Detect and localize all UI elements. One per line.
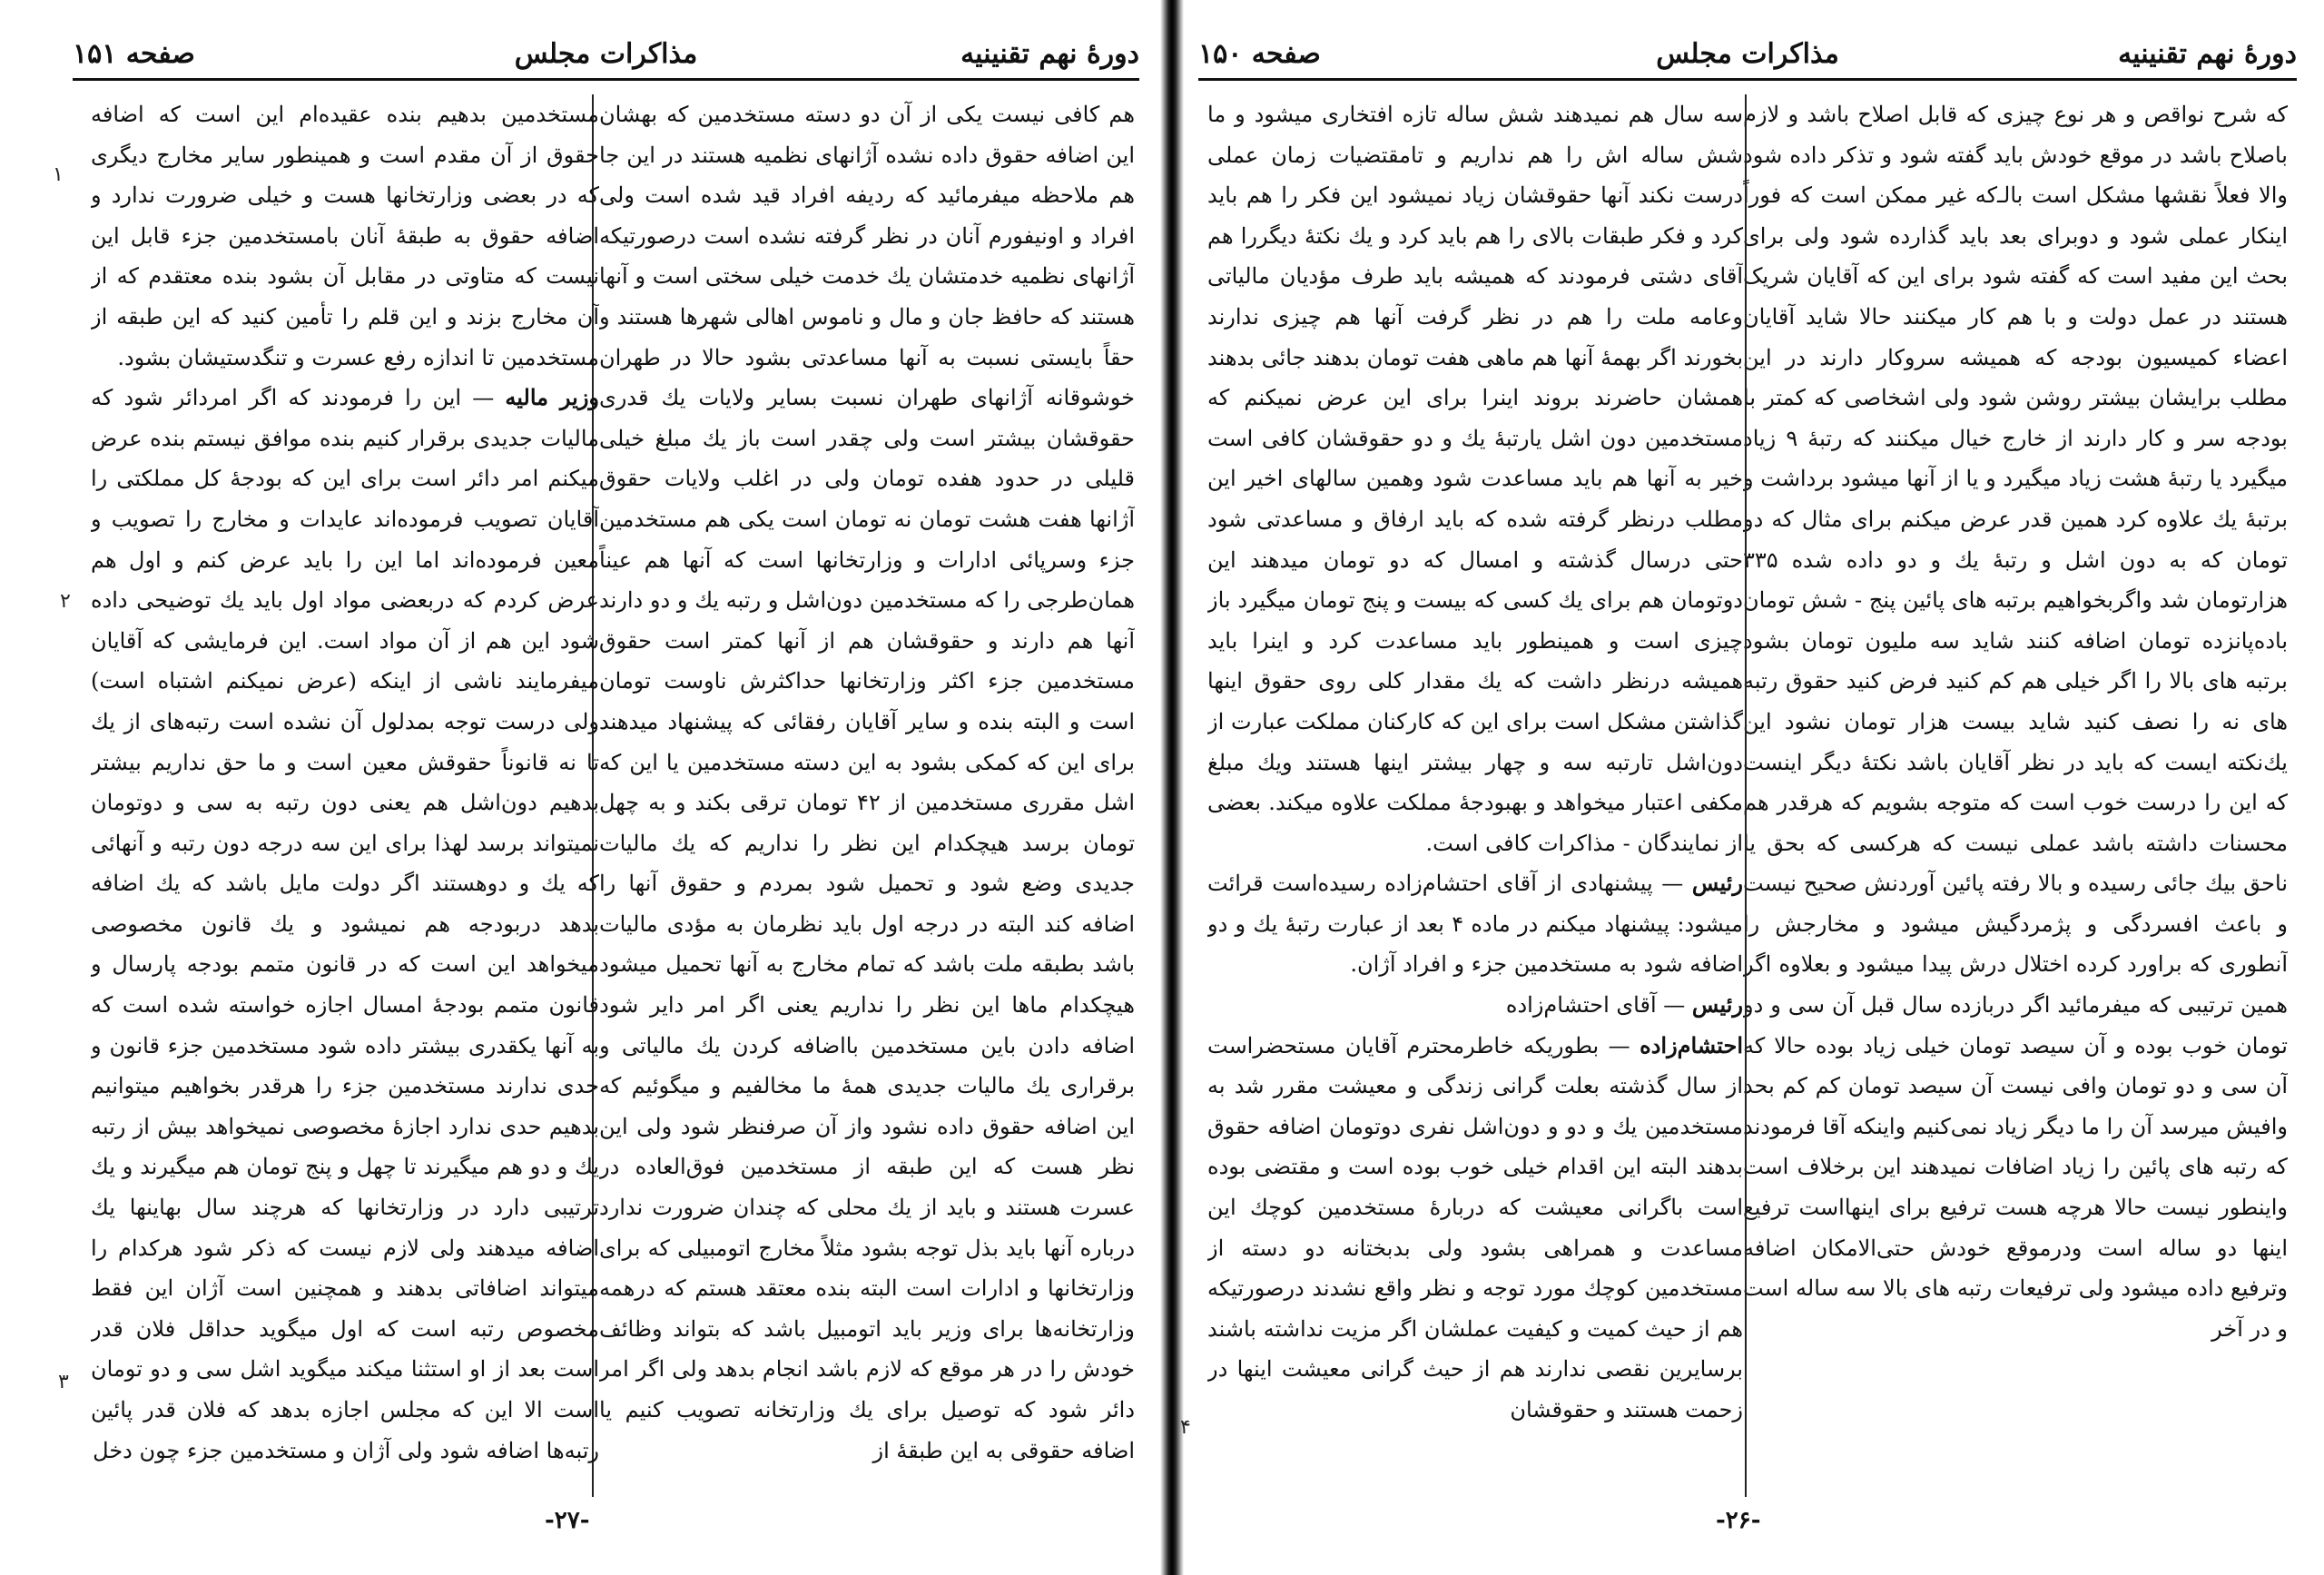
right-page-column-left [1207,94,1743,1497]
publication-title: مذاکرات مجلس [514,38,698,70]
publication-title: مذاکرات مجلس [1656,38,1839,70]
paragraph-text: سه سال هم نمیدهند شش ساله تازه افتخاری میشود و ما شش ساله اش را هم نداریم و تامقتضیات زمان عملی درست نکند آنها حقوقشان زیاد نمیشود این فکر را هم باید کرد و فکر طبقات بالای را هم باید کرد و یك نکتهٔ دیگررا هم آقای دشتی فرمودند که همیشه باید طرف مؤدیان مالیاتی وعامه ملت را هم در نظر گرفت آنها هم چیزی ندارند بخورند اگر بهمهٔ آنها هم ماهی هفت تومان بدهند جائی بدهند همشان حاضرند بروند اینرا برای این عرض نمیکنم که مستخدمین دون اشل یارتبهٔ یك و دو حقوقشان کافی است خیر به آنها هم باید مساعدت شود وهمین سالهای اخیر این مطلب درنظر گرفته شده که باید ارفاق و مساعدتی شود حتی درسال گذشته و امسال که دو تومان میدهند این دوتومان هم برای یك کسی که بیست و پنج تومان میگیرد باز چیزی است و همینطور باید مساعدت کرد و اینرا باید همیشه درنظر داشت که یك مقدار کلی روی حقوق اینها گذاشتن مشکل است برای این که کارکنان مملکت عبارت از دون‌اشل تارتبه سه و چهار بیشتر اینها هستند ویك مبلغ مکفی اعتبار میخواهد و بهبودجهٔ مملکت علاوه میکند. بعضی از نمایندگان - مذاکرات کافی است. [1207,102,1743,856]
speaker-name: رئیس [1691,870,1743,897]
page-folio: -۲۷- [545,1507,590,1534]
paragraph-text: بطوریکه خاطرمحترم آقایان مستحضراست از سال گذشته بعلت گرانی زندگی و معیشت مقرر شد به مستخدمین یك و دو و دون‌اشل نفری دوتومان اضافه حقوق بدهند البته این اقدام خیلی خوب بوده است و مقتضی بوده است باگرانی معیشت که دربارهٔ مستخدمین کوچك این مساعدت و همراهی بشود ولی بدبختانه دو دسته از مستخدمین کوچك مورد توجه و نظر واقع نشدند درصورتیکه هم از حیث کمیت و کیفیت عملشان اگر مزیت نداشته باشند برسایرین نقصی ندارند هم از حیث گرانی معیشت اینها در زحمت هستند و حقوقشان [1207,1032,1743,1422]
margin-marker: ۴ [1180,1416,1191,1439]
paragraph: رئیس — آقای احتشام‌زاده [1505,991,1743,1019]
paragraph [91,94,599,378]
paragraph [1207,94,1743,863]
paragraph-text: هم کافی نیست یکی از آن دو دسته مستخدمین که بهشان این اضافه حقوق داده نشده آژانهای نظمیه هستند در این جا هم ملاحظه میفرمائید که ردیفه افراد قید شده است ولی افراد و اونیفورم آنان در نظر گرفته نشده است درصورتیکه آژانهای نظمیه خدمتشان یك خدمت خیلی سختی است و آنها هستند که حافظ جان و مال و ناموس اهالی شهرها هستند و حقاً بایستی نسبت به آنها مساعدتی بشود حالا در طهران خوشوقانه آژانهای طهران نسبت بسایر ولایات یك قدری حقوقشان بیشتر است ولی چقدر است باز یك مبلغ خیلی قلیلی در حدود هفده تومان ولی در اغلب ولایات حقوق آژانها هفت هشت تومان نه تومان است یکی هم مستخدمین جزء وسرپائی ادارات و وزارتخانها است که آنها هم عیناً همان‌طرجی را که مستخدمین دون‌اشل و رتبه یك و دو دارند آنها هم دارند و حقوقشان هم از آنها کمتر است حقوق مستخدمین جزء اکثر وزارتخانها حداکثرش ناوست تومان است و البته بنده و سایر آقایان رفقائی که پیشنهاد میدهند برای این که کمکی بشود به این دسته مستخدمین یا این که اشل مقرری مستخدمین از ۴۲ تومان ترقی بکند و به چهل تومان برسد هیچکدام این نظر را نداریم که یك مالیات جدیدی وضع شود و تحمیل شود بمردم و حقوق آنها را اضافه کند البته در درجه اول باید نظرمان به مؤدی مالیات باشد بطبقه ملت باشد که تمام مخارج به آنها تحمیل میشود هیچکدام ماها این نظر را نداریم یعنی اگر امر دایر شود اضافه دادن باین مستخدمین بااضافه کردن یك مالیاتی و برقراری یك مالیات جدیدی همهٔ ما مخالفیم و میگوئیم که این اضافه حقوق داده نشود واز آن صرفنظر شود ولی این نظر هست که این طبقه از مستخدمین فوق‌العاده در عسرت هستند و باید از یك محلی که چندان ضرورت ندارد درباره آنها باید بذل توجه بشود مثلاً مخارج اتومبیلی که برای وزارتخانها و ادارات است البته بنده معتقد هستم که درهمه وزارتخانه‌ها برای وزیر باید اتومبیل باشد که بتواند وظائف خودش را در هر موقع که لازم باشد انجام بدهد ولی اگر امر دائر شود که توصیل برای یك وزارتخانه تصویب کنیم یا اضافه حقوقی به این طبقهٔ از [599,102,1135,1463]
speaker-name: رئیس [1691,991,1743,1019]
margin-marker: ۲ [60,590,71,613]
left-page-header [73,33,1139,76]
paragraph: احتشام‌زاده — بطوریکه خاطرمحترم آقایان مستحضراست از سال گذشته بعلت گرانی زندگی و معیشت مقرر شد به مستخدمین یك و دو و دون‌اشل نفری دوتومان اضافه حقوق بدهند البته این اقدام خیلی خوب بوده است و مقتضی بوده است باگرانی معیشت که دربارهٔ مستخدمین کوچك این مساعدت و همراهی بشود ولی بدبختانه دو دسته از مستخدمین کوچك مورد توجه و نظر واقع نشدند درصورتیکه هم از حیث کمیت و کیفیت عملشان اگر مزیت نداشته باشند برسایرین نقصی ندارند هم از حیث گرانی معیشت اینها در زحمت هستند و حقوقشان [1207,1031,1743,1422]
page-number: صفحه ۱۵۰ [1198,38,1321,70]
header-rule [1198,78,2297,81]
series-label: دورهٔ نهم تقنینیه [960,38,1139,70]
left-page-column-right [599,94,1135,1497]
paragraph: وزیر مالیه — این را فرمودند که اگر امردائر شود که مالیات جدیدی برقرار کنیم بنده موافق نیستم بنده عرض میکنم امر دائر است برای این که بودجهٔ کل مملکتی را آقایان تصویب فرموده‌اند عایدات و مخارج را تصویب و معین فرموده‌اند اما این را باید عرض کنم و اول هم عرض کردم که دربعضی مواد اول باید یك توضیحی داده شود این هم از آن مواد است. این فرمایشی که آقایان میفرمایند ناشی از اینکه (عرض نمیکنم اشتباه است) ولی درست توجه بمدلول آن نشده است رتبه‌های از یك تا نه قانوناً حقوقش معین است و ما حق نداریم بیشتر بدهیم دون‌اشل هم یعنی دون رتبه به سی و دوتومان نمیتواند برسد لهذا برای این سه درجه دون رتبه و آنهائی که یك و دوهستند اگر دولت مایل باشد که یك اضافه بدهد دربودجه هم نمیشود و یك قانون مخصوصی میخواهد این است که در قانون متمم بودجه پارسال و قانون متمم بودجهٔ امسال اجازه خواسته شده است که به آنها یکقدری بیشتر داده شود مستخدمین جزء قانون و حدی ندارند مستخدمین جزء را هرقدر بخواهیم میتوانیم بدهیم حدی ندارد اجازهٔ مخصوصی نمیخواهد بیش از رتبه یك و دو هم میگیرند تا چهل و پنج تومان هم میگیرند و یك ترتیبی دارد در وزارتخانها که هرچند سال بهاینها یك اضافه میدهند ولی لازم نیست که ذکر شود هرکدام را میتواند اضافاتی بدهند و همچنین است آژان این فقط مخصوص رتبه است که اول میگوید حداقل فلان قدر است بعد از او استثنا میکند میگوید اشل سی و دو تومان است الا این که مجلس اجازه بدهد که فلان قدر پائین رتبه‌ها اضافه شود ولی آژان و مستخدمین جزء چون دخل [91,384,599,1463]
right-page-column-right [1743,94,2288,1497]
column-divider [1745,94,1747,1497]
paragraph-text: که شرح نواقص و هر نوع چیزی که قابل اصلاح باشد و لازم باصلاح باشد در موقع خودش باید گفته شود و تذکر داده شود والا فعلاً نقشها مشکل است بالـ‌که غیر ممکن است که فوراً اینکار عملی شود و دوبرای بعد باید گذارده شود ولی برای بحث این مفید است که گفته شود برای این که آقایان شریک هستند در عمل دولت و با هم کار میکنند حالا شاید آقایان اعضاء کمیسیون بودجه که همیشه سروکار دارند در این مطلب برایشان بیشتر روشن شود ولی اشخاصی که کمتر با بودجه سر و کار دارند از خارج خیال میکنند که رتبهٔ ۹ زیاد میگیرد یا رتبهٔ هشت زیاد میگیرد و یا از آنها میشود برداشت و برتبهٔ یك علاوه کرد همین قدر عرض میکنم برای مثال که دو تومان که به دون اشل و رتبهٔ یك و دو داده شده ۳۳۵ هزارتومان شد واگربخواهیم برتبه های پائین پنج - شش تومان باده‌پانزده تومان اضافه کنند شاید سه ملیون تومان بشود برتبه های بالا را اگر خیلی هم کم کنید فرض کنید حقوق رتبه های نه را نصف کنید شاید بیست هزار تومان نشود این یك‌نکته ایست که باید در نظر آقایان باشد نکتهٔ دیگر اینست که این را درست خوب است که متوجه بشویم که هرقدر هم محسنات داشته باشد عملی نیست که هرکسی که بحق یا ناحق بیك جائی رسیده و بالا رفته پائین آوردنش صحیح نیست و باعث افسردگی و پژمردگیش میشود و مخارجش را آنطوری که براورد کرده اختلال درش پیدا میشود و بعلاوه اگر همین ترتیبی که میفرمائید اگر دربازده سال قبل آن سی و دو تومان خوب بوده و آن سیصد تومان خیلی زیاد بوده حالا که آن سی و دو تومان وافی نیست آن سیصد تومان کم کم بحد وافیش میرسد آن را ما دیگر زیاد نمی‌کنیم واینکه آقا فرمودند که رتبه های پائین را زیاد اضافات نمیدهند این برخلاف است واینطور نیست حالا هرچه هست ترفیع برای اینهااست ترفیع اینها دو ساله است ودرموقع خودش حتی‌الامکان اضافه وترفیع داده میشود ولی ترفیعات رتبه های بالا سه ساله است و در آخر [1743,102,2288,1342]
margin-marker: ۱ [53,163,64,186]
paragraph-text: مستخدمین بدهیم بنده عقیده‌ام این است که اضافه حقوق از آن مقدم است و همینطور سایر مخارج دیگری که در بعضی وزارتخانها هست و خیلی ضرورت ندارد و اضافه حقوق به طبقهٔ آنان بامستخدمین جزء قابل این نیست که متاوتی در مقابل آن بشود بنده معتقدم که از آن مخارج بزند و این قلم را تأمین کنید که این طبقه از مستخدمین تا اندازه رفع عسرت و تنگدستیشان بشود. [91,102,599,370]
right-page [1171,0,2324,1575]
paragraph-text: این را فرمودند که اگر امردائر شود که مالیات جدیدی برقرار کنیم بنده موافق نیستم بنده عرض میکنم امر دائر است برای این که بودجهٔ کل مملکتی را آقایان تصویب فرموده‌اند عایدات و مخارج را تصویب و معین فرموده‌اند اما این را باید عرض کنم و اول هم عرض کردم که دربعضی مواد اول باید یك توضیحی داده شود این هم از آن مواد است. این فرمایشی که آقایان میفرمایند ناشی از اینکه (عرض نمیکنم اشتباه است) ولی درست توجه بمدلول آن نشده است رتبه‌های از یك تا نه قانوناً حقوقش معین است و ما حق نداریم بیشتر بدهیم دون‌اشل هم یعنی دون رتبه به سی و دوتومان نمیتواند برسد لهذا برای این سه درجه دون رتبه و آنهائی که یك و دوهستند اگر دولت مایل باشد که یك اضافه بدهد دربودجه هم نمیشود و یك قانون مخصوصی میخواهد این است که در قانون متمم بودجه پارسال و قانون متمم بودجهٔ امسال اجازه خواسته شده است که به آنها یکقدری بیشتر داده شود مستخدمین جزء قانون و حدی ندارند مستخدمین جزء را هرقدر بخواهیم میتوانیم بدهیم حدی ندارد اجازهٔ مخصوصی نمیخواهد بیش از رتبه یك و دو هم میگیرند تا چهل و پنج تومان هم میگیرند و یك ترتیبی دارد در وزارتخانها که هرچند سال بهاینها یك اضافه میدهند ولی لازم نیست که ذکر شود هرکدام را میتواند اضافاتی بدهند و همچنین است آژان این فقط مخصوص رتبه است که اول میگوید حداقل فلان قدر است بعد از او استثنا میکند میگوید اشل سی و دو تومان است الا این که مجلس اجازه بدهد که فلان قدر پائین رتبه‌ها اضافه شود ولی آژان و مستخدمین جزء چون دخل [91,385,599,1463]
page-folio: -۲۶- [1716,1507,1761,1534]
header-rule [73,78,1139,81]
paragraph [1743,94,2288,1349]
paragraph-text: آقای احتشام‌زاده [1505,992,1657,1019]
margin-marker: ۳ [58,1371,69,1393]
paragraph-text: پیشنهادی از آقای احتشام‌زاده رسیده‌است قرائت میشود: پیشنهاد میکنم در ماده ۴ بعد از عبارت رتبهٔ یك و دو اضافه شود به مستخدمین جزء و افراد آژان. [1207,871,1743,978]
series-label: دورهٔ نهم تقنینیه [2118,38,2297,70]
left-page-column-left [91,94,599,1497]
paragraph: رئیس — پیشنهادی از آقای احتشام‌زاده رسیده‌است قرائت میشود: پیشنهاد میکنم در ماده ۴ بعد از عبارت رتبهٔ یك و دو اضافه شود به مستخدمین جزء و افراد آژان. [1207,870,1743,978]
right-page-header [1198,33,2297,76]
speaker-name: وزیر مالیه [505,384,599,411]
page-number: صفحه ۱۵۱ [73,38,195,70]
paragraph [599,94,1135,1471]
speaker-name: احتشام‌زاده [1640,1031,1743,1058]
